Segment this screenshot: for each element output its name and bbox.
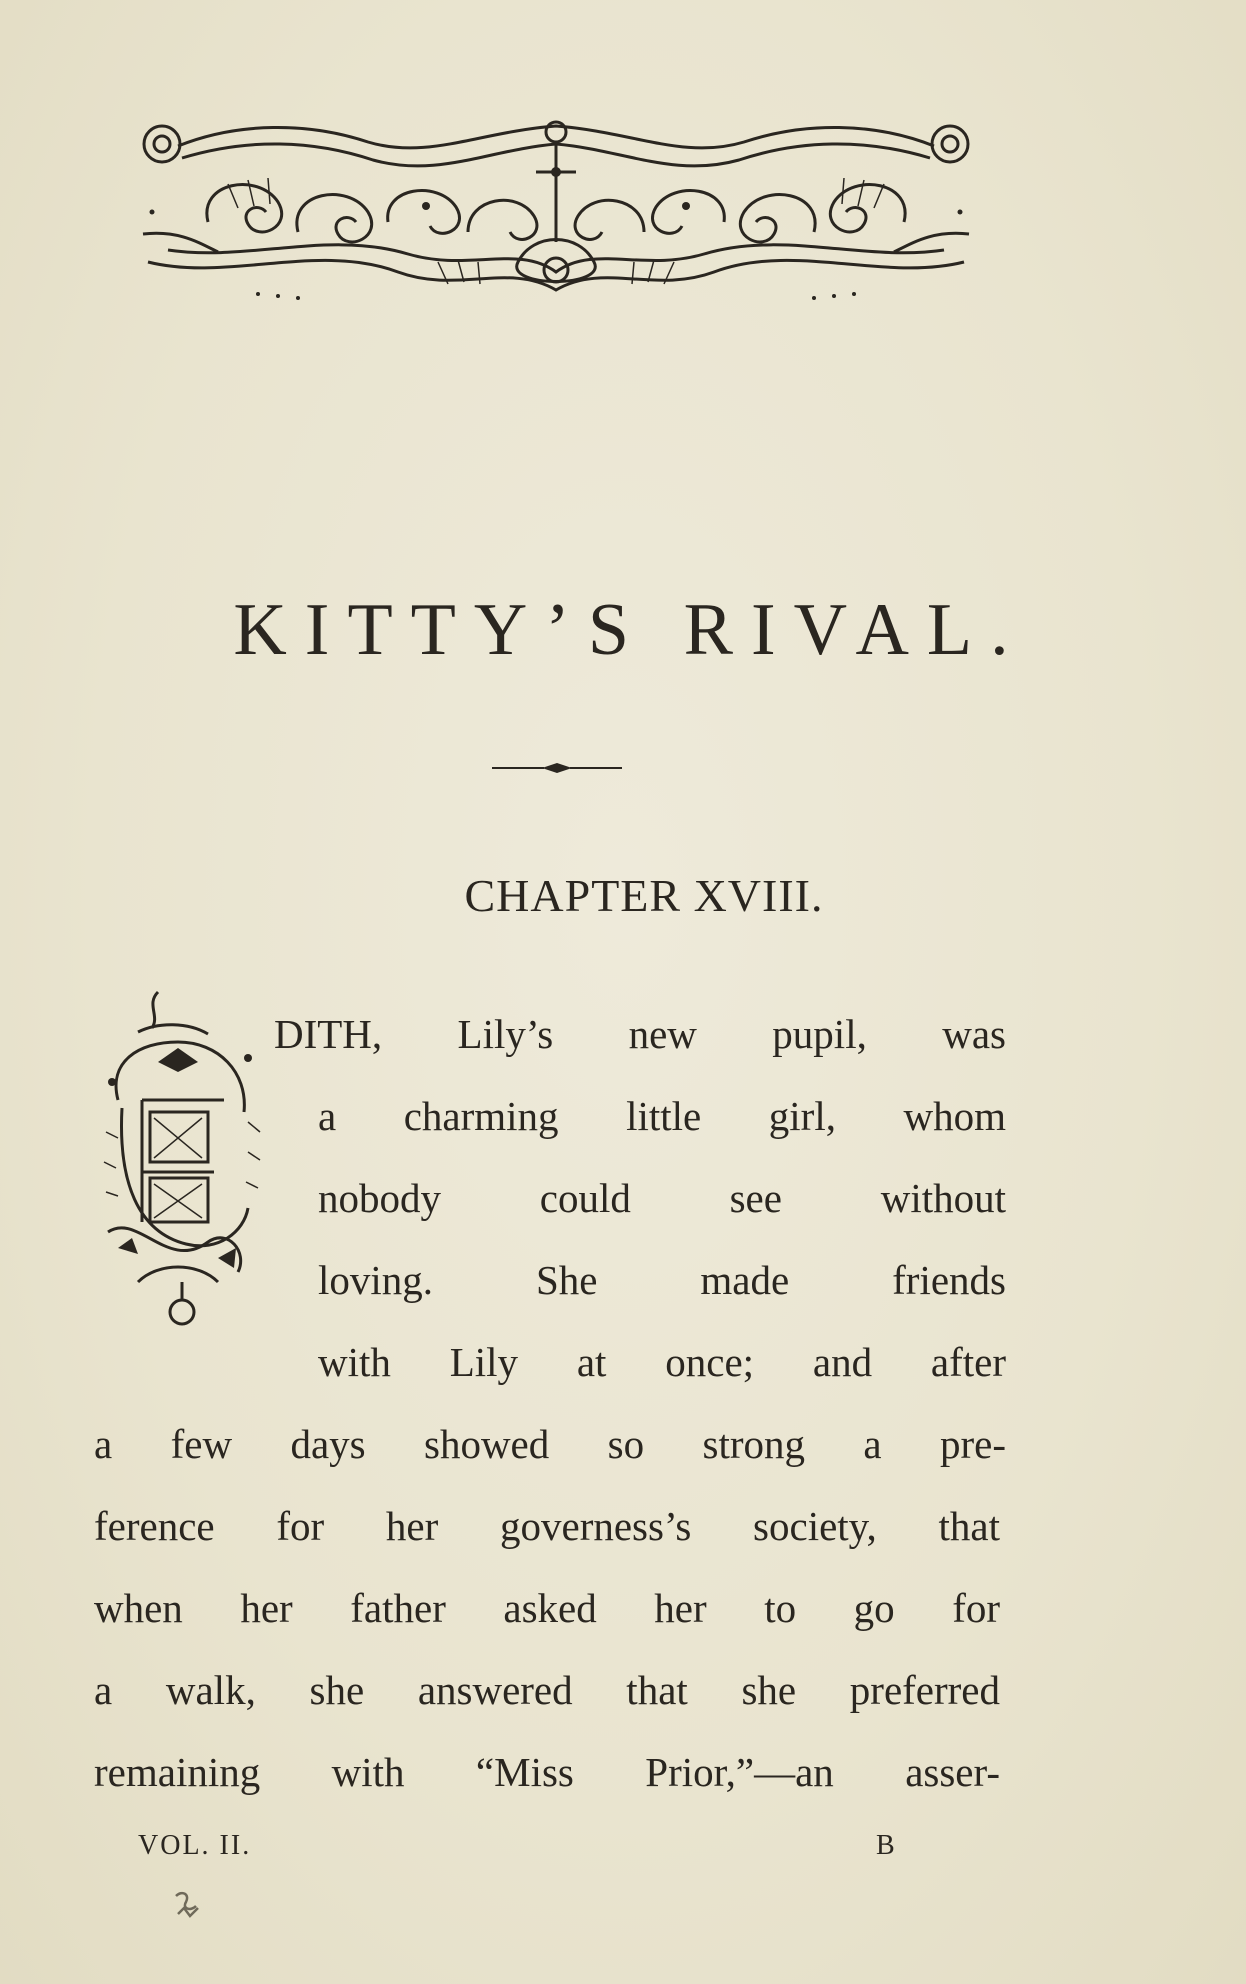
chapter-heading: CHAPTER XVIII. [464,870,824,921]
body-line-1: DITH, Lily’s new pupil, was [274,1011,1006,1057]
body-line-2: a charming little girl, whom [318,1093,1006,1139]
decorated-initial-icon [98,982,264,1334]
body-line-10: remaining with “Miss Prior,”—an asser- [94,1749,1000,1795]
body-line-7: ference for her governess’s society, that [94,1503,1000,1549]
body-line-6: a few days showed so strong a pre- [94,1421,1006,1467]
library-stamp-icon [168,1886,208,1926]
volume-label: VOL. II. [138,1830,252,1861]
body-line-4: loving. She made friends [318,1257,1006,1303]
ornamental-headpiece-icon [138,112,974,308]
body-line-3: nobody could see without [318,1175,1006,1221]
ornamental-rule-icon [492,758,622,778]
body-line-5: with Lily at once; and after [318,1339,1006,1385]
signature-mark: B [876,1830,897,1861]
body-line-8: when her father asked her to go for [94,1585,1000,1631]
book-title: KITTY’S RIVAL. [233,589,1027,671]
body-line-9: a walk, she answered that she preferred [94,1667,1000,1713]
